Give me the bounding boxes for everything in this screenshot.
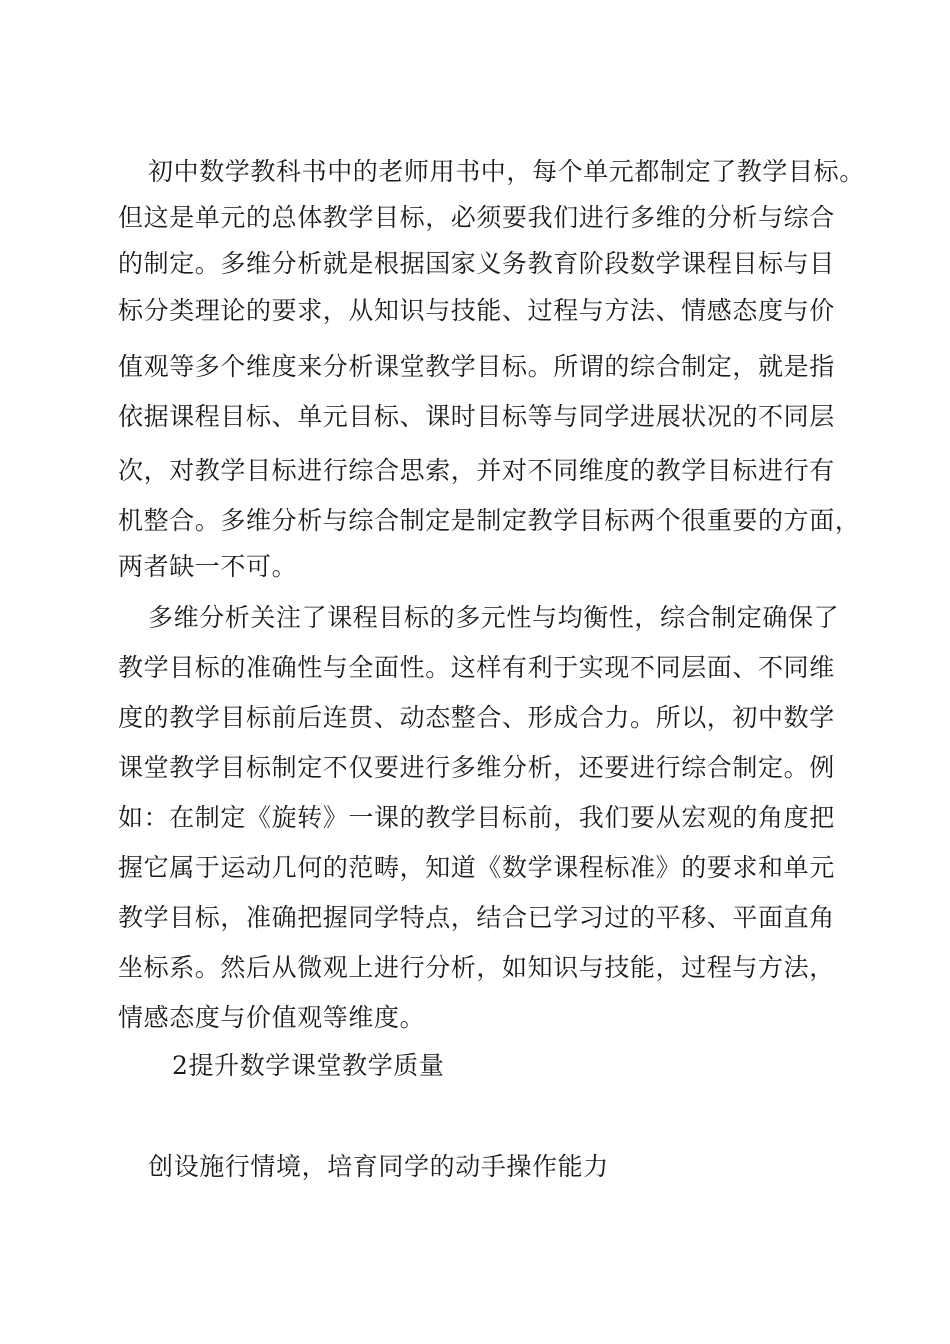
section-subheading: 创设施行情境，培育同学的动手操作能力: [148, 1152, 609, 1181]
paragraph-1-line-3: 的制定。多维分析就是根据国家义务教育阶段数学课程目标与目: [118, 249, 835, 278]
paragraph-1-line-8: 机整合。多维分析与综合制定是制定教学目标两个很重要的方面，: [118, 506, 861, 535]
paragraph-2-line-1: 多维分析关注了课程目标的多元性与均衡性，综合制定确保了: [148, 603, 840, 632]
paragraph-1-line-1: 初中数学教科书中的老师用书中，每个单元都制定了教学目标。: [148, 157, 865, 186]
paragraph-2-line-2: 教学目标的准确性与全面性。这样有利于实现不同层面、不同维: [118, 653, 835, 682]
paragraph-1-line-2: 但这是单元的总体教学目标，必须要我们进行多维的分析与综合: [118, 203, 835, 232]
paragraph-2-line-6: 握它属于运动几何的范畴，知道《数学课程标准》的要求和单元: [118, 853, 835, 882]
paragraph-1-line-4: 标分类理论的要求，从知识与技能、过程与方法、情感态度与价: [118, 296, 835, 325]
paragraph-2-line-4: 课堂教学目标制定不仅要进行多维分析，还要进行综合制定。例: [118, 753, 835, 782]
paragraph-1-line-5: 值观等多个维度来分析课堂教学目标。所谓的综合制定，就是指: [118, 352, 835, 381]
paragraph-2-line-7: 教学目标，准确把握同学特点，结合已学习过的平移、平面直角: [118, 903, 835, 932]
paragraph-2-line-8: 坐标系。然后从微观上进行分析，如知识与技能，过程与方法，: [118, 953, 835, 982]
paragraph-2-line-3: 度的教学目标前后连贯、动态整合、形成合力。所以，初中数学: [118, 703, 835, 732]
paragraph-1-line-9: 两者缺一不可。: [118, 552, 298, 581]
paragraph-2-line-5: 如：在制定《旋转》一课的教学目标前，我们要从宏观的角度把: [118, 803, 835, 832]
section-heading: 2提升数学课堂教学质量: [172, 1051, 445, 1080]
paragraph-2-line-9: 情感态度与价值观等维度。: [118, 1003, 426, 1032]
paragraph-1-line-6: 依据课程目标、单元目标、课时目标等与同学进展状况的不同层: [118, 402, 835, 431]
paragraph-1-line-7: 次，对教学目标进行综合思索，并对不同维度的教学目标进行有: [118, 456, 835, 485]
